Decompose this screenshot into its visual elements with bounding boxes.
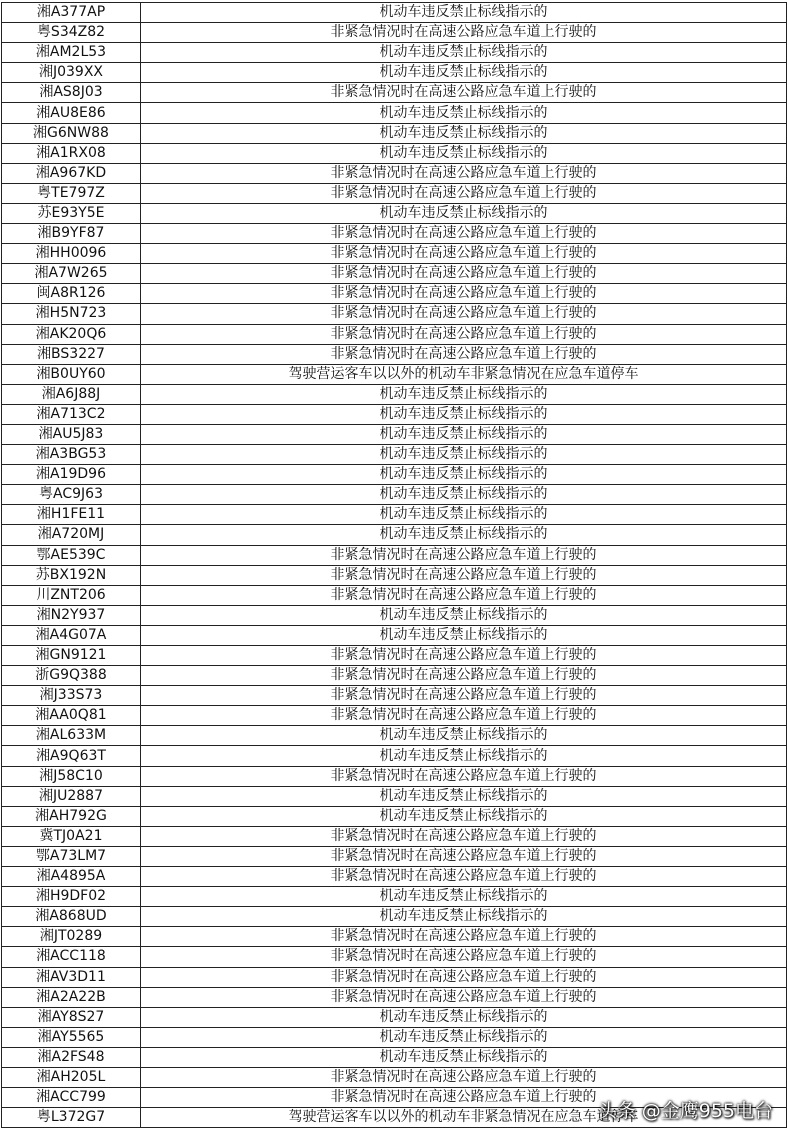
- table-row: [2, 384, 787, 404]
- table-row: [2, 686, 787, 706]
- violation-cell: 机动车违反禁止标线指示的: [141, 424, 787, 444]
- violation-cell: 非紧急情况时在高速公路应急车道上行驶的: [141, 867, 787, 887]
- violation-cell: 非紧急情况时在高速公路应急车道上行驶的: [141, 224, 787, 244]
- plate-cell: 湘AH792G: [2, 806, 141, 826]
- table-row: [2, 806, 787, 826]
- table-row: [2, 887, 787, 907]
- table-row: [2, 927, 787, 947]
- table-row: [2, 907, 787, 927]
- violation-cell: 非紧急情况时在高速公路应急车道上行驶的: [141, 23, 787, 43]
- table-row: [2, 23, 787, 43]
- plate-cell: 湘A868UD: [2, 907, 141, 927]
- plate-cell: 湘AS8J03: [2, 83, 141, 103]
- plate-cell: 湘G6NW88: [2, 123, 141, 143]
- plate-cell: 闽A8R126: [2, 284, 141, 304]
- violation-cell: 非紧急情况时在高速公路应急车道上行驶的: [141, 927, 787, 947]
- plate-cell: 湘A19D96: [2, 465, 141, 485]
- violation-cell: 机动车违反禁止标线指示的: [141, 63, 787, 83]
- table-row: [2, 63, 787, 83]
- plate-cell: 湘AU5J83: [2, 424, 141, 444]
- table-row: [2, 1067, 787, 1087]
- violation-cell: 非紧急情况时在高速公路应急车道上行驶的: [141, 244, 787, 264]
- violation-cell: 非紧急情况时在高速公路应急车道上行驶的: [141, 304, 787, 324]
- violation-cell: 非紧急情况时在高速公路应急车道上行驶的: [141, 585, 787, 605]
- table-row: [2, 304, 787, 324]
- violation-cell: 机动车违反禁止标线指示的: [141, 123, 787, 143]
- table-row: [2, 766, 787, 786]
- plate-cell: 湘B9YF87: [2, 224, 141, 244]
- violation-cell: 非紧急情况时在高速公路应急车道上行驶的: [141, 565, 787, 585]
- table-row: [2, 545, 787, 565]
- violation-cell: 机动车违反禁止标线指示的: [141, 485, 787, 505]
- violation-cell: 机动车违反禁止标线指示的: [141, 384, 787, 404]
- violation-cell: 驾驶营运客车以以外的机动车非紧急情况在应急车道停车: [141, 1108, 787, 1128]
- plate-cell: 湘JT0289: [2, 927, 141, 947]
- table-row: [2, 424, 787, 444]
- plate-cell: 湘A2FS48: [2, 1047, 141, 1067]
- plate-cell: 苏E93Y5E: [2, 203, 141, 223]
- plate-cell: 湘N2Y937: [2, 605, 141, 625]
- plate-cell: 湘AL633M: [2, 726, 141, 746]
- violation-cell: 非紧急情况时在高速公路应急车道上行驶的: [141, 163, 787, 183]
- violation-cell: 非紧急情况时在高速公路应急车道上行驶的: [141, 967, 787, 987]
- plate-cell: 湘H5N723: [2, 304, 141, 324]
- table-row: [2, 585, 787, 605]
- table-row: [2, 846, 787, 866]
- table-row: [2, 143, 787, 163]
- violation-cell: 非紧急情况时在高速公路应急车道上行驶的: [141, 846, 787, 866]
- violation-cell: 机动车违反禁止标线指示的: [141, 404, 787, 424]
- watermark: 头条 @金鹰955电台: [597, 1100, 773, 1122]
- violation-cell: 机动车违反禁止标线指示的: [141, 746, 787, 766]
- plate-cell: 粤S34Z82: [2, 23, 141, 43]
- table-row: [2, 364, 787, 384]
- table-row: [2, 1047, 787, 1067]
- plate-cell: 湘HH0096: [2, 244, 141, 264]
- violation-cell: 非紧急情况时在高速公路应急车道上行驶的: [141, 264, 787, 284]
- plate-cell: 湘AY8S27: [2, 1007, 141, 1027]
- plate-cell: 湘AV3D11: [2, 967, 141, 987]
- violation-cell: 非紧急情况时在高速公路应急车道上行驶的: [141, 706, 787, 726]
- table-row: [2, 404, 787, 424]
- table-row: [2, 83, 787, 103]
- plate-cell: 湘J33S73: [2, 686, 141, 706]
- violation-cell: 机动车违反禁止标线指示的: [141, 143, 787, 163]
- plate-cell: 粤L372G7: [2, 1108, 141, 1128]
- plate-cell: 湘J039XX: [2, 63, 141, 83]
- table-row: [2, 786, 787, 806]
- table-row: [2, 726, 787, 746]
- plate-cell: 湘A377AP: [2, 3, 141, 23]
- violation-cell: 机动车违反禁止标线指示的: [141, 786, 787, 806]
- violation-cell: 机动车违反禁止标线指示的: [141, 445, 787, 465]
- table-row: [2, 485, 787, 505]
- violation-cell: 非紧急情况时在高速公路应急车道上行驶的: [141, 183, 787, 203]
- plate-cell: 湘AH205L: [2, 1067, 141, 1087]
- plate-cell: 湘A967KD: [2, 163, 141, 183]
- violation-cell: 非紧急情况时在高速公路应急车道上行驶的: [141, 987, 787, 1007]
- plate-cell: 湘B0UY60: [2, 364, 141, 384]
- table-row: [2, 43, 787, 63]
- violation-cell: 非紧急情况时在高速公路应急车道上行驶的: [141, 766, 787, 786]
- table-row: [2, 203, 787, 223]
- table-row: [2, 163, 787, 183]
- violation-cell: 非紧急情况时在高速公路应急车道上行驶的: [141, 324, 787, 344]
- violation-cell: 驾驶营运客车以以外的机动车非紧急情况在应急车道停车: [141, 364, 787, 384]
- plate-cell: 湘A1RX08: [2, 143, 141, 163]
- plate-cell: 浙G9Q388: [2, 666, 141, 686]
- plate-cell: 湘GN9121: [2, 646, 141, 666]
- plate-cell: 粤TE797Z: [2, 183, 141, 203]
- table-row: [2, 505, 787, 525]
- violation-cell: 非紧急情况时在高速公路应急车道上行驶的: [141, 344, 787, 364]
- table-row: [2, 123, 787, 143]
- plate-cell: 鄂A73LM7: [2, 846, 141, 866]
- violation-cell: 非紧急情况时在高速公路应急车道上行驶的: [141, 1067, 787, 1087]
- table-row: [2, 445, 787, 465]
- table-row: [2, 826, 787, 846]
- violation-cell: 非紧急情况时在高速公路应急车道上行驶的: [141, 1088, 787, 1108]
- plate-cell: 湘A720MJ: [2, 525, 141, 545]
- table-row: [2, 987, 787, 1007]
- plate-cell: 湘A6J88J: [2, 384, 141, 404]
- table-row: [2, 284, 787, 304]
- table-row: [2, 625, 787, 645]
- table-row: [2, 867, 787, 887]
- violation-cell: 机动车违反禁止标线指示的: [141, 203, 787, 223]
- violation-cell: 机动车违反禁止标线指示的: [141, 625, 787, 645]
- violation-cell: 非紧急情况时在高速公路应急车道上行驶的: [141, 826, 787, 846]
- table-row: [2, 264, 787, 284]
- table-row: [2, 565, 787, 585]
- table-row: [2, 947, 787, 967]
- table-row: [2, 525, 787, 545]
- plate-cell: 鄂AE539C: [2, 545, 141, 565]
- violation-cell: 非紧急情况时在高速公路应急车道上行驶的: [141, 83, 787, 103]
- table-row: [2, 646, 787, 666]
- violation-cell: 机动车违反禁止标线指示的: [141, 525, 787, 545]
- table-row: [2, 244, 787, 264]
- plate-cell: 川ZNT206: [2, 585, 141, 605]
- plate-cell: 湘ACC118: [2, 947, 141, 967]
- violation-cell: 非紧急情况时在高速公路应急车道上行驶的: [141, 947, 787, 967]
- plate-cell: 湘AU8E86: [2, 103, 141, 123]
- plate-cell: 湘ACC799: [2, 1088, 141, 1108]
- table-row: [2, 465, 787, 485]
- table-row: [2, 746, 787, 766]
- plate-cell: 湘A3BG53: [2, 445, 141, 465]
- violation-cell: 非紧急情况时在高速公路应急车道上行驶的: [141, 646, 787, 666]
- plate-cell: 粤AC9J63: [2, 485, 141, 505]
- plate-cell: 湘A4895A: [2, 867, 141, 887]
- violation-cell: 机动车违反禁止标线指示的: [141, 505, 787, 525]
- table-row: [2, 324, 787, 344]
- table-row: [2, 706, 787, 726]
- violation-cell: 机动车违反禁止标线指示的: [141, 1047, 787, 1067]
- violation-cell: 机动车违反禁止标线指示的: [141, 1007, 787, 1027]
- plate-cell: 湘AK20Q6: [2, 324, 141, 344]
- violation-cell: 机动车违反禁止标线指示的: [141, 465, 787, 485]
- plate-cell: 湘H9DF02: [2, 887, 141, 907]
- plate-cell: 湘AM2L53: [2, 43, 141, 63]
- violation-cell: 机动车违反禁止标线指示的: [141, 605, 787, 625]
- plate-cell: 湘A4G07A: [2, 625, 141, 645]
- violation-cell: 非紧急情况时在高速公路应急车道上行驶的: [141, 686, 787, 706]
- plate-cell: 湘A7W265: [2, 264, 141, 284]
- table-row: [2, 967, 787, 987]
- plate-cell: 湘AY5565: [2, 1027, 141, 1047]
- plate-cell: 湘A713C2: [2, 404, 141, 424]
- violation-cell: 非紧急情况时在高速公路应急车道上行驶的: [141, 284, 787, 304]
- violation-cell: 机动车违反禁止标线指示的: [141, 3, 787, 23]
- plate-cell: 湘BS3227: [2, 344, 141, 364]
- table-row: [2, 103, 787, 123]
- plate-cell: 湘A9Q63T: [2, 746, 141, 766]
- violation-table-body: [2, 3, 787, 1128]
- violation-cell: 机动车违反禁止标线指示的: [141, 1027, 787, 1047]
- plate-cell: 冀TJ0A21: [2, 826, 141, 846]
- plate-cell: 湘H1FE11: [2, 505, 141, 525]
- violation-cell: 机动车违反禁止标线指示的: [141, 907, 787, 927]
- plate-cell: 湘AA0Q81: [2, 706, 141, 726]
- violation-cell: 机动车违反禁止标线指示的: [141, 726, 787, 746]
- table-row: [2, 1027, 787, 1047]
- plate-cell: 湘J58C10: [2, 766, 141, 786]
- plate-cell: 湘JU2887: [2, 786, 141, 806]
- violation-cell: 机动车违反禁止标线指示的: [141, 887, 787, 907]
- violation-cell: 非紧急情况时在高速公路应急车道上行驶的: [141, 545, 787, 565]
- table-row: [2, 605, 787, 625]
- violation-cell: 机动车违反禁止标线指示的: [141, 806, 787, 826]
- violation-cell: 机动车违反禁止标线指示的: [141, 103, 787, 123]
- violation-cell: 非紧急情况时在高速公路应急车道上行驶的: [141, 666, 787, 686]
- table-row: [2, 224, 787, 244]
- plate-cell: 湘A2A22B: [2, 987, 141, 1007]
- table-row: [2, 3, 787, 23]
- table-row: [2, 666, 787, 686]
- violation-table: [1, 2, 787, 1128]
- table-row: [2, 183, 787, 203]
- table-row: [2, 344, 787, 364]
- violation-cell: 机动车违反禁止标线指示的: [141, 43, 787, 63]
- plate-cell: 苏BX192N: [2, 565, 141, 585]
- table-row: [2, 1007, 787, 1027]
